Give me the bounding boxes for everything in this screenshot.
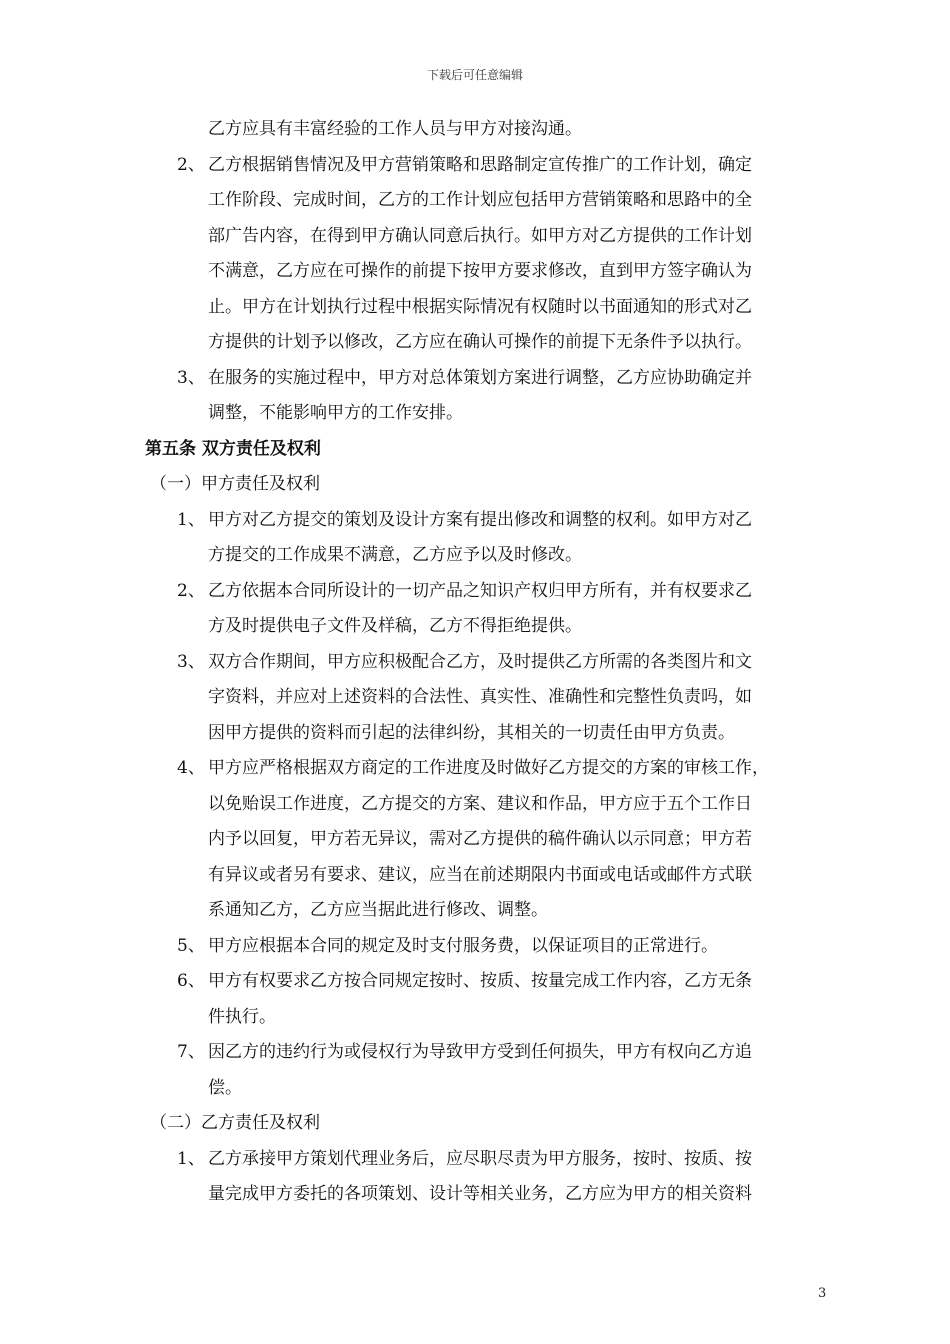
list-item-text: 甲方有权要求乙方按合同规定按时、按质、按量完成工作内容，乙方无条 (208, 971, 752, 991)
paragraph-line: 止。甲方在计划执行过程中根据实际情况有权随时以书面通知的形式对乙 (208, 296, 752, 317)
subsection-heading: （一）甲方责任及权利 (150, 474, 320, 494)
page-number: 3 (818, 1286, 827, 1301)
paragraph-line: 内予以回复，甲方若无异议，需对乙方提供的稿件确认以示同意；甲方若 (208, 829, 752, 849)
paragraph-line: 偿。 (208, 1077, 242, 1098)
list-item-number: 2、 (177, 580, 205, 601)
paragraph-line: 方提交的工作成果不满意，乙方应予以及时修改。 (208, 545, 582, 565)
paragraph-line: 调整，不能影响甲方的工作安排。 (208, 403, 463, 423)
paragraph-line: 工作阶段、完成时间，乙方的工作计划应包括甲方营销策略和思路中的全 (208, 190, 752, 210)
list-item-number: 1、 (177, 1148, 205, 1169)
paragraph-line: 方及时提供电子文件及样稿，乙方不得拒绝提供。 (208, 616, 582, 636)
paragraph-line: 乙方应具有丰富经验的工作人员与甲方对接沟通。 (208, 119, 582, 139)
list-item-number: 2、 (177, 154, 205, 175)
list-item-text: 乙方根据销售情况及甲方营销策略和思路制定宣传推广的工作计划，确定 (208, 154, 752, 175)
list-item-text: 甲方对乙方提交的策划及设计方案有提出修改和调整的权利。如甲方对乙 (208, 509, 752, 530)
list-item (145, 964, 835, 1000)
paragraph-line: 有异议或者另有要求、建议，应当在前述期限内书面或电话或邮件方式联 (208, 864, 752, 885)
list-item-number: 6、 (177, 971, 205, 991)
paragraph-line: 部广告内容，在得到甲方确认同意后执行。如甲方对乙方提供的工作计划 (208, 225, 752, 246)
paragraph-line: 方提供的计划予以修改，乙方应在确认可操作的前提下无条件予以执行。 (208, 332, 752, 352)
list-item (145, 751, 835, 787)
list-item-number: 7、 (177, 1042, 205, 1062)
list-item-text: 在服务的实施过程中，甲方对总体策划方案进行调整，乙方应协助确定并 (208, 367, 752, 388)
list-item-text: 因乙方的违约行为或侵权行为导致甲方受到任何损失，甲方有权向乙方追 (208, 1042, 752, 1062)
paragraph-line: 以免贻误工作进度，乙方提交的方案、建议和作品，甲方应于五个工作日 (208, 793, 752, 814)
list-item (145, 1035, 835, 1071)
list-item-text: 乙方承接甲方策划代理业务后，应尽职尽责为甲方服务，按时、按质、按 (208, 1148, 752, 1169)
list-item (145, 929, 835, 965)
section-heading: 第五条 双方责任及权利 (145, 438, 321, 459)
paragraph-line: 因甲方提供的资料而引起的法律纠纷，其相关的一切责任由甲方负责。 (208, 722, 735, 743)
list-item (145, 361, 835, 397)
list-item (145, 645, 835, 681)
paragraph-line: 系通知乙方，乙方应当据此进行修改、调整。 (208, 900, 548, 920)
list-item (145, 574, 835, 610)
list-item-number: 3、 (177, 651, 205, 672)
list-item-number: 5、 (177, 935, 205, 956)
list-item (145, 1142, 835, 1178)
list-item (145, 148, 835, 184)
list-item-text: 乙方依据本合同所设计的一切产品之知识产权归甲方所有，并有权要求乙 (208, 580, 752, 601)
list-item-number: 4、 (177, 758, 205, 778)
paragraph-line: 量完成甲方委托的各项策划、设计等相关业务，乙方应为甲方的相关资料 (208, 1184, 752, 1204)
list-item-text: 双方合作期间，甲方应积极配合乙方，及时提供乙方所需的各类图片和文 (208, 651, 752, 672)
list-item (145, 503, 835, 539)
paragraph-line: 不满意，乙方应在可操作的前提下按甲方要求修改，直到甲方签字确认为 (208, 261, 752, 281)
paragraph-line: 字资料，并应对上述资料的合法性、真实性、准确性和完整性负责吗，如 (208, 687, 752, 707)
paragraph-line: 件执行。 (208, 1006, 276, 1027)
list-item-number: 1、 (177, 509, 205, 530)
list-item-text: 甲方应根据本合同的规定及时支付服务费，以保证项目的正常进行。 (208, 935, 718, 956)
list-item-text: 甲方应严格根据双方商定的工作进度及时做好乙方提交的方案的审核工作， (208, 758, 769, 778)
document-body (145, 112, 835, 1213)
page-header: 下载后可任意编辑 (426, 68, 523, 82)
list-item-number: 3、 (177, 367, 205, 388)
subsection-heading: （二）乙方责任及权利 (150, 1113, 320, 1133)
